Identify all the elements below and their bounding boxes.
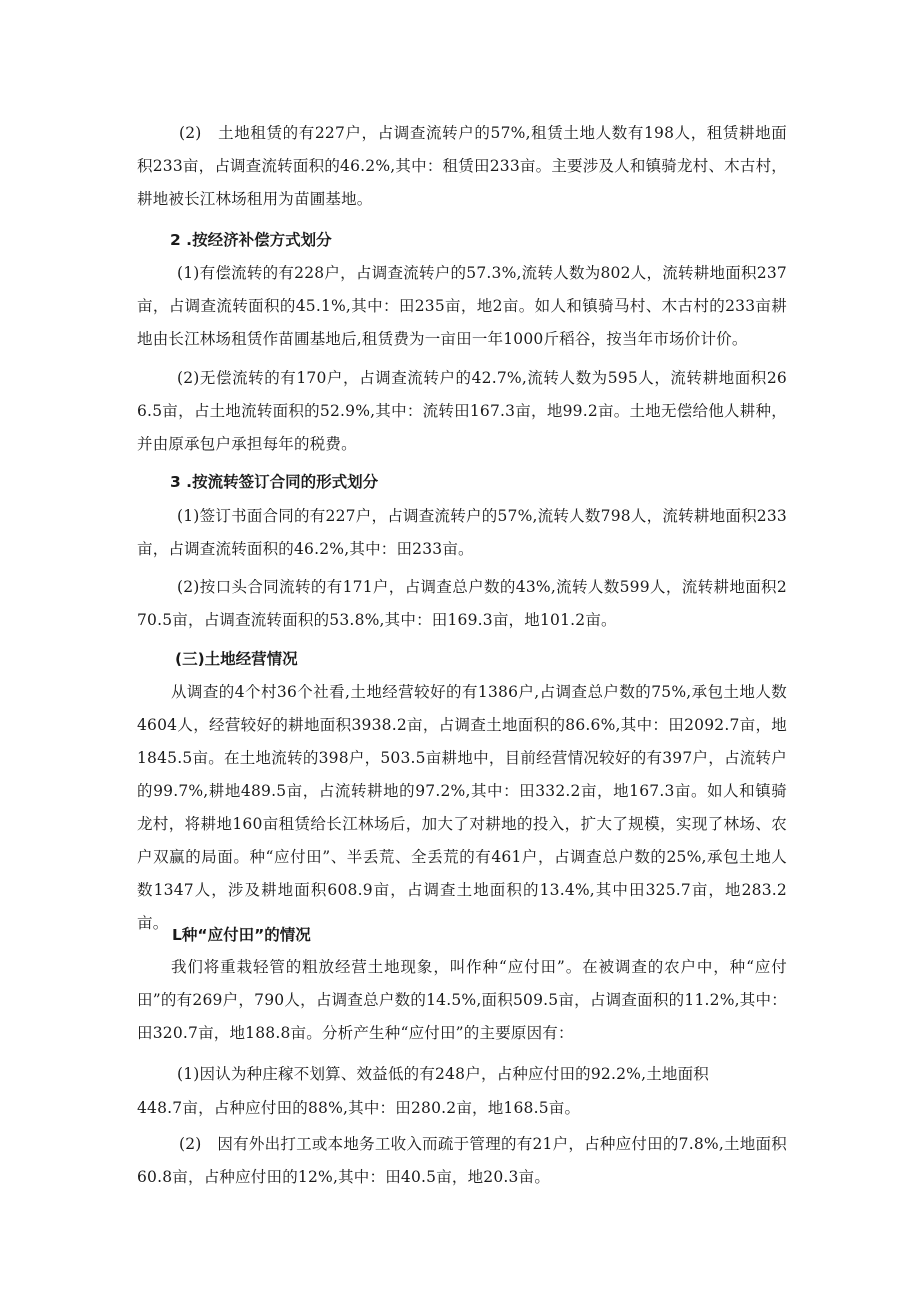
paragraph-yingfu-field: 我们将重栽轻管的粗放经营土地现象，叫作种“应付田”。在被调查的农户中，种“应付田”的有269户，790人，占调查总户数的14.5%,面积509.5亩，占调查面积的11.2%,其中：田320.7亩，地188.8亩。分析产生种“应付田”的主要原因有： xyxy=(137,958,787,1042)
paragraph-reason-one-line2: 448.7亩，占种应付田的88%,其中：田280.2亩，地168.5亩。 xyxy=(137,1099,581,1117)
heading-land-operation: (三)土地经营情况 xyxy=(175,650,298,668)
heading-economic-compensation: 2 .按经济补偿方式划分 xyxy=(170,231,332,249)
paragraph-reason-one-line1: (1)因认为种庄稼不划算、效益低的有248户，占种应付田的92.2%,土地面积 xyxy=(177,1065,710,1083)
paragraph-written-contract: (1)签订书面合同的有227户，占调查流转户的57%,流转人数798人，流转耕地面积233亩，占调查流转面积的46.2%,其中：田233亩。 xyxy=(137,507,787,558)
paragraph-land-operation: 从调查的4个村36个社看,土地经营较好的有1386户,占调查总户数的75%,承包土地人数4604人，经营较好的耕地面积3938.2亩，占调查土地面积的86.6%,其中：田2092.7亩，地1845.5亩。在土地流转的398户，503.5亩耕地中，目前经营情况较好的有397户，占流转户的99.7%,耕地489.5亩，占流转耕地的97.2%,其中：田332.2亩，地167.3亩。如人和镇骑龙村，将耕地160亩租赁给长江林场后，加大了对耕地的投入，扩大了规模，实现了林场、农户双赢的局面。种“应付田”、半丢荒、全丢荒的有461户，占调查总户数的25%,承包土地人数1347人，涉及耕地面积608.9亩，占调查土地面积的13.4%,其中田325.7亩，地283.2亩。 xyxy=(137,683,787,932)
paragraph-reason-two: (2) 因有外出打工或本地务工收入而疏于管理的有21户，占种应付田的7.8%,土地面积60.8亩，占种应付田的12%,其中：田40.5亩，地20.3亩。 xyxy=(137,1135,787,1186)
paragraph-paid-transfer: (1)有偿流转的有228户，占调查流转户的57.3%,流转人数为802人，流转耕地面积237亩，占调查流转面积的45.1%,其中：田235亩，地2亩。如人和镇骑马村、木古村的233亩耕地由长江林场租赁作苗圃基地后,租赁费为一亩田一年1000斤稻谷，按当年市场价计价。 xyxy=(137,264,787,348)
paragraph-unpaid-transfer: (2)无偿流转的有170户，占调查流转户的42.7%,流转人数为595人，流转耕地面积266.5亩，占土地流转面积的52.9%,其中：流转田167.3亩，地99.2亩。土地无偿给他人耕种，并由原承包户承担每年的税费。 xyxy=(137,369,787,453)
heading-contract-form: 3 .按流转签订合同的形式划分 xyxy=(170,473,379,491)
heading-yingfu-field: L种“应付田”的情况 xyxy=(172,926,311,944)
paragraph-oral-contract: (2)按口头合同流转的有171户，占调查总户数的43%,流转人数599人，流转耕地面积270.5亩，占调查流转面积的53.8%,其中：田169.3亩，地101.2亩。 xyxy=(137,578,787,629)
paragraph-land-lease: (2) 土地租赁的有227户，占调查流转户的57%,租赁土地人数有198人，租赁耕地面积233亩，占调查流转面积的46.2%,其中：租赁田233亩。主要涉及人和镇骑龙村、木古村，耕地被长江林场租用为苗圃基地。 xyxy=(137,124,787,208)
